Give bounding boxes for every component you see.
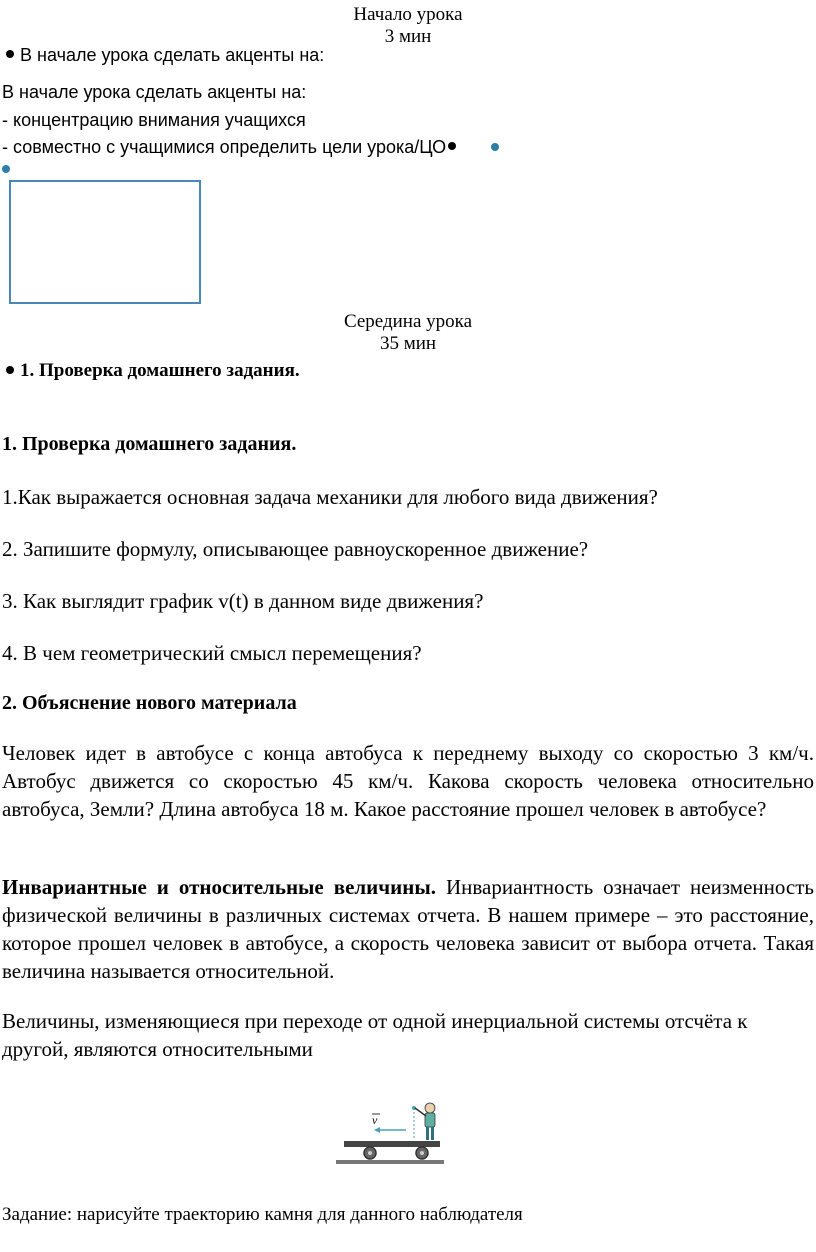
section-title-middle: Середина урока: [343, 311, 473, 332]
section-duration-middle: 35 мин: [379, 333, 437, 354]
homework-bullet: [6, 359, 300, 383]
problem-paragraph: Человек идет в автобусе с конца автобуса к переднему выходу со скоростью 3 км/ч. Автобус движется со скоростью 45 км/ч. Какова скорость человека относительно автобуса, Земли? Длина автобуса 18 м. Какое расстояние прошел человек в автобусе?: [2, 741, 814, 821]
slide-bullet: [6, 44, 324, 66]
person-arm: [415, 1108, 426, 1116]
slide-line: [2, 136, 462, 158]
person-head: [425, 1103, 435, 1113]
homework-bullet-text: 1. Проверка домашнего задания.: [20, 360, 300, 381]
task-text: Задание: нарисуйте траекторию камня для данного наблюдателя: [2, 1204, 523, 1225]
homework-heading: 1. Проверка домашнего задания.: [2, 433, 297, 455]
person-body: [425, 1113, 435, 1127]
slide-line: В начале урока сделать акценты на:: [2, 82, 307, 102]
question: 3. Как выглядит график v(t) в данном виде движения?: [2, 589, 484, 613]
slide-line-text: - совместно с учащимися определить цели урока/ЦО: [2, 137, 447, 157]
cart-figure: [334, 1100, 446, 1168]
person-leg-left: [426, 1127, 429, 1140]
slide-bullet-text: В начале урока сделать акценты на:: [20, 45, 325, 65]
slide-line: - концентрацию внимания учащихся: [2, 110, 306, 130]
cart-platform: [344, 1141, 440, 1147]
question: 1.Как выражается основная задача механики для любого вида движения?: [2, 485, 658, 509]
velocity-label: v: [372, 1113, 378, 1127]
invariant-term: Инвариантные и относительные величины.: [2, 875, 436, 899]
wheel-right-hub: [420, 1151, 424, 1155]
person-leg-right: [431, 1127, 434, 1140]
section-title-start: Начало урока: [353, 4, 463, 25]
invariant-text: Инвариантность означает неизменность физической величины в различных системах отчета. В нашем примере – это расстояние, которое прошел человек в автобусе, а скорость человека зависит от выбора отчета. Такая величина называется относительной.: [2, 875, 814, 983]
relative-paragraph: Величины, изменяющиеся при переходе от одной инерциальной системы отсчёта к другой, являются относительными: [2, 1009, 748, 1061]
ground-line: [336, 1160, 444, 1164]
section-duration-start: 3 мин: [384, 26, 432, 47]
new-material-heading: 2. Объяснение нового материала: [2, 692, 297, 714]
blue-dot-icon: [491, 143, 499, 151]
bullet-icon: [6, 50, 14, 58]
question: 2. Запишите формулу, описывающее равноускоренное движение?: [2, 537, 589, 561]
velocity-arrow-head: [374, 1127, 380, 1133]
bullet-icon: [6, 366, 14, 374]
invariant-paragraph: [2, 873, 814, 985]
wheel-left-hub: [368, 1151, 372, 1155]
empty-frame: [9, 180, 201, 304]
blue-dot-icon: [2, 165, 10, 173]
bullet-icon: [448, 142, 456, 150]
question: 4. В чем геометрический смысл перемещения?: [2, 641, 422, 665]
